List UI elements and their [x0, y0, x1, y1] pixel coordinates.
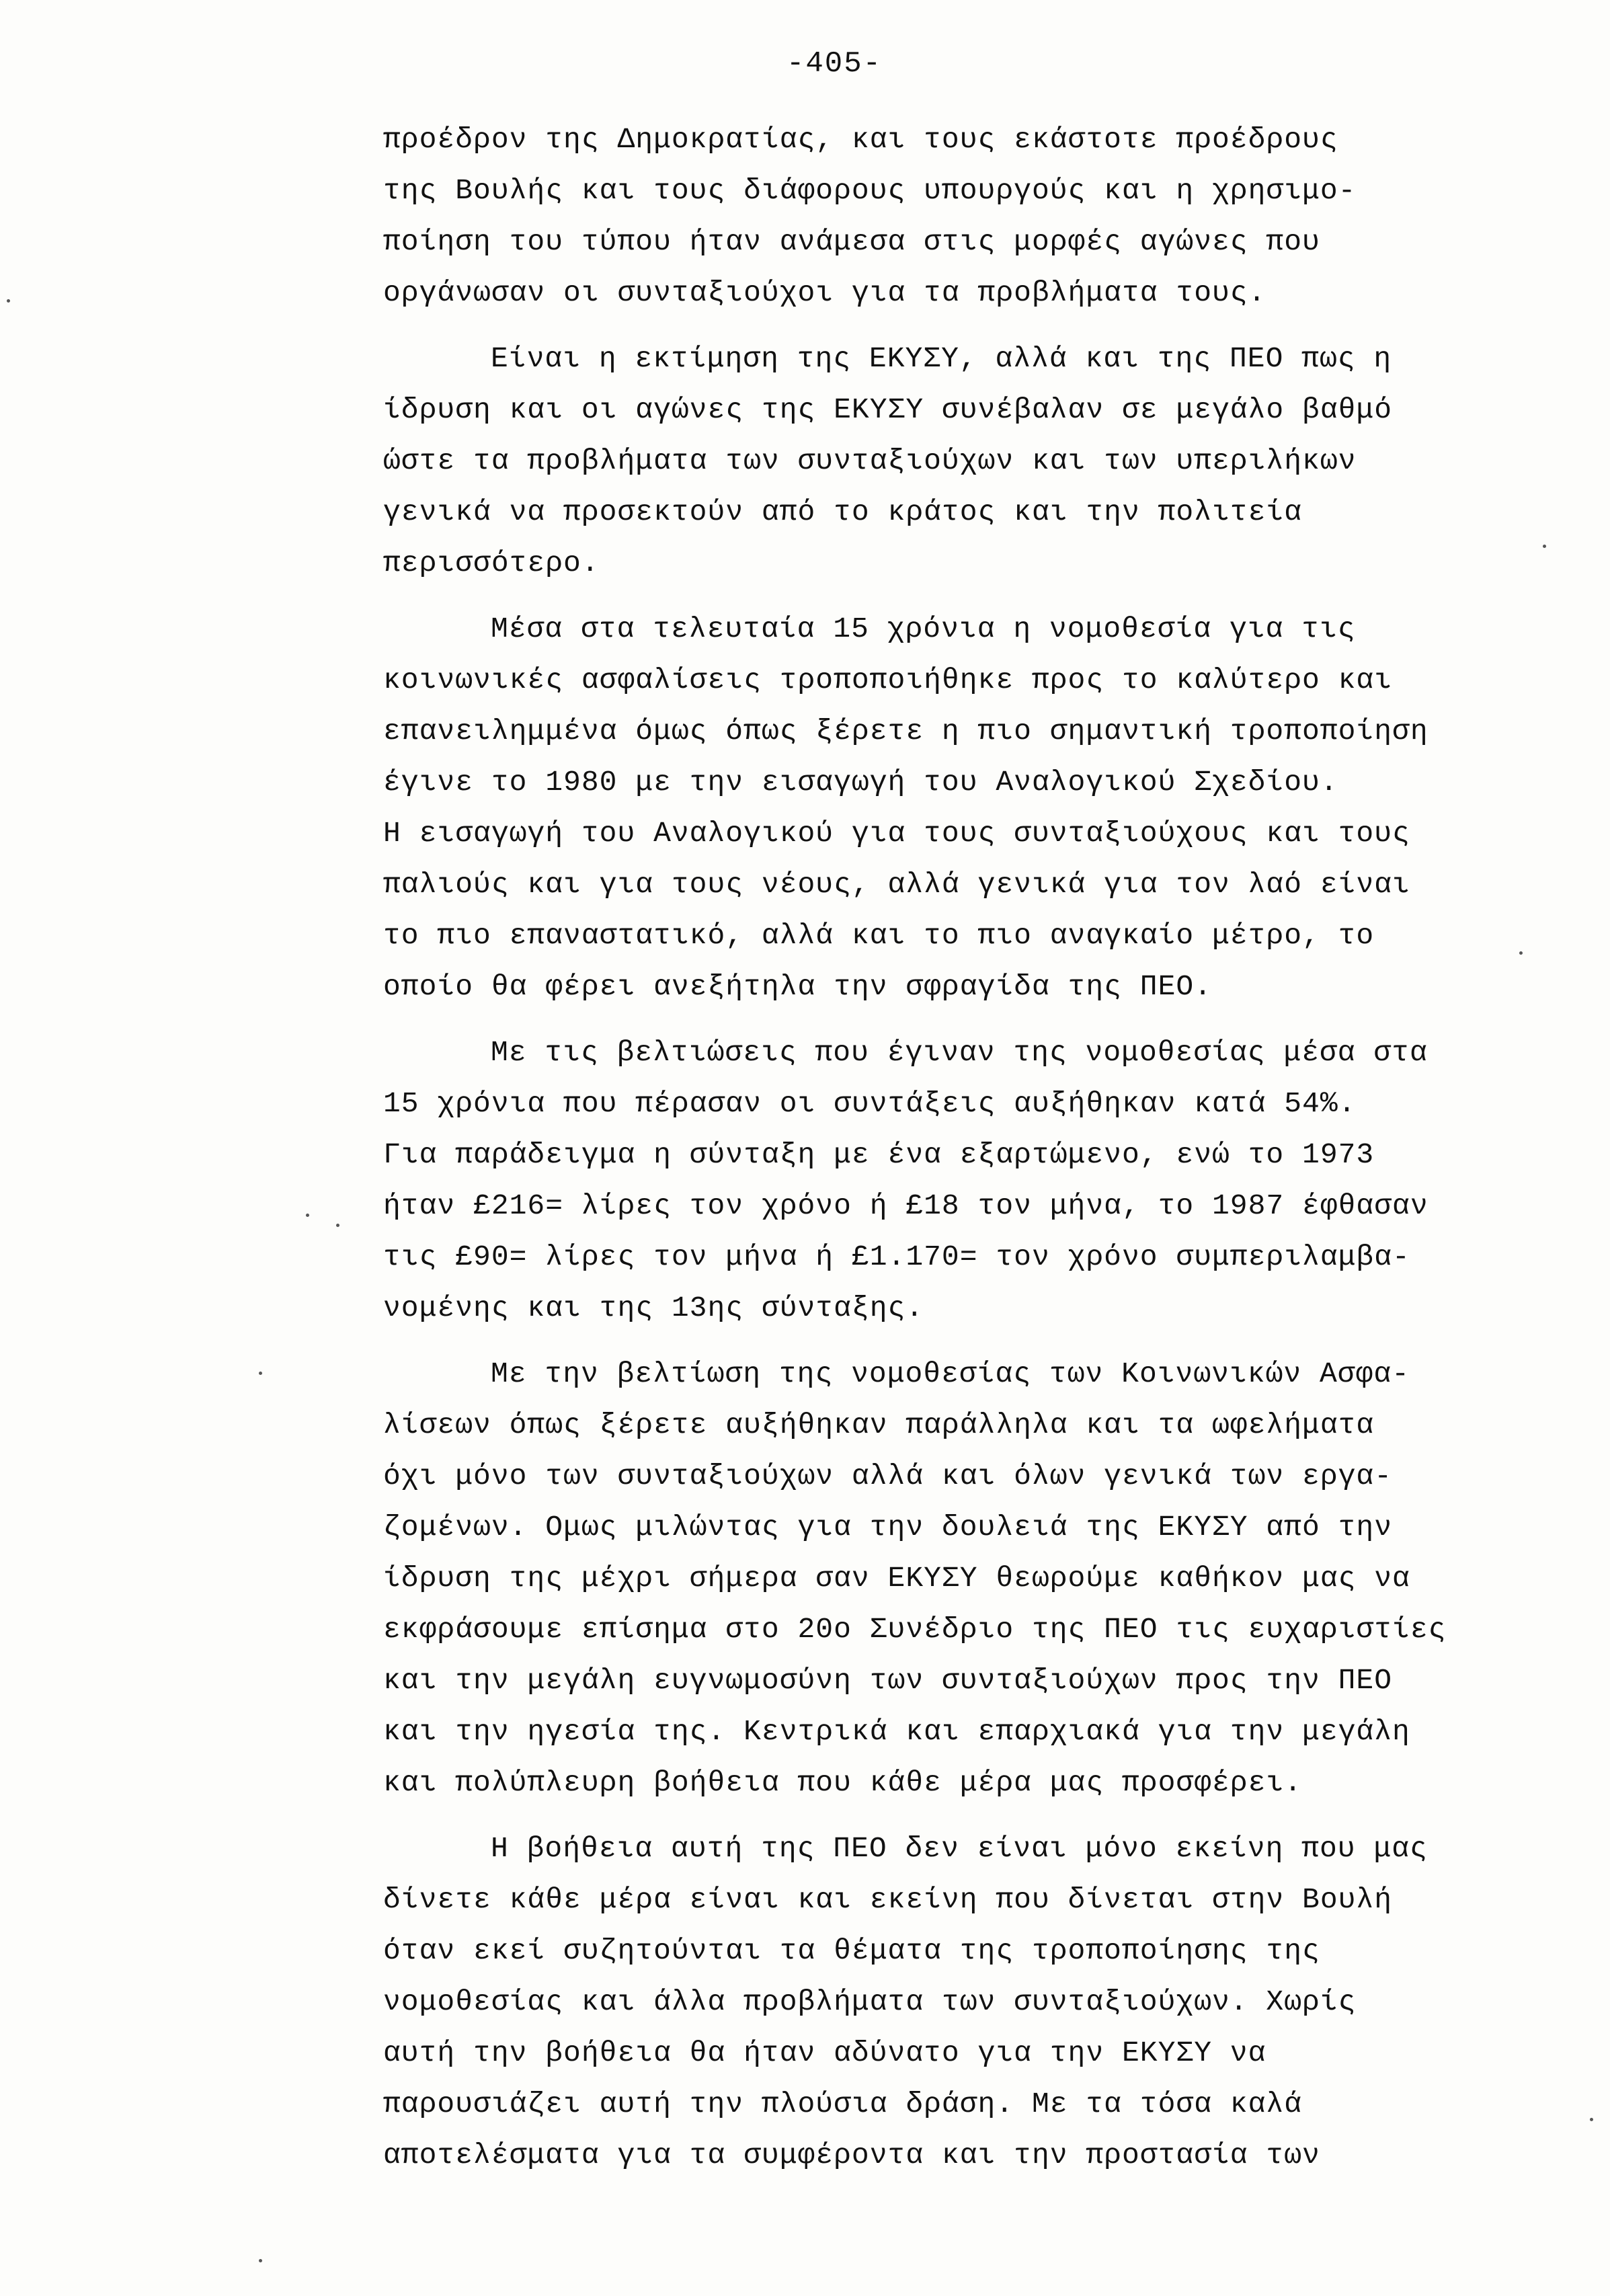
text-line: παρουσιάζει αυτή την πλούσια δράση. Με τα τόσα καλά: [383, 2088, 1303, 2121]
text-line: ποίηση του τύπου ήταν ανάμεσα στις μορφές αγώνες που: [383, 225, 1320, 258]
text-line: ήταν £216= λίρες τον χρόνο ή £18 τον μήνα, το 1987 έφθασαν: [383, 1189, 1428, 1222]
paragraph-first-line: Η βοήθεια αυτή της ΠΕΟ δεν είναι μόνο εκείνη που μας: [491, 1832, 1428, 1865]
text-line: έγινε το 1980 με την εισαγωγή του Αναλογικού Σχεδίου.: [383, 766, 1338, 799]
scan-speck: [1543, 545, 1546, 548]
text-line: ίδρυση και οι αγώνες της ΕΚΥΣΥ συνέβαλαν σε μεγάλο βαθμό: [383, 393, 1393, 426]
text-line: ζομένων. Ομως μιλώντας για την δουλειά της ΕΚΥΣΥ από την: [383, 1511, 1393, 1544]
text-line: νομοθεσίας και άλλα προβλήματα των συνταξιούχων. Χωρίς: [383, 1985, 1357, 2018]
text-line: το πιο επαναστατικό, αλλά και το πιο αναγκαίο μέτρο, το: [383, 919, 1375, 952]
text-line: οποίο θα φέρει ανεξήτηλα την σφραγίδα της ΠΕΟ.: [383, 970, 1212, 1003]
paragraph-first-line: Μέσα στα τελευταία 15 χρόνια η νομοθεσία για τις: [491, 612, 1356, 645]
text-line: προέδρον της Δημοκρατίας, και τους εκάστοτε προέδρους: [383, 123, 1338, 156]
scan-speck: [1590, 2118, 1593, 2121]
text-line: δίνετε κάθε μέρα είναι και εκείνη που δίνεται στην Βουλή: [383, 1883, 1393, 1916]
text-line: όταν εκεί συζητούνται τα θέματα της τροποποίησης της: [383, 1934, 1320, 1967]
text-line: παλιούς και για τους νέους, αλλά γενικά για τον λαό είναι: [383, 868, 1410, 901]
scan-speck: [7, 299, 10, 303]
paragraph-first-line: Με τις βελτιώσεις που έγιναν της νομοθεσίας μέσα στα: [491, 1036, 1428, 1069]
scan-speck: [336, 1224, 339, 1227]
body-text: [383, 114, 1593, 2181]
text-line: εκφράσουμε επίσημα στο 20ο Συνέδριο της ΠΕΟ τις ευχαριστίες: [383, 1613, 1447, 1646]
text-line: οργάνωσαν οι συνταξιούχοι για τα προβλήματα τους.: [383, 276, 1266, 309]
text-line: και την ηγεσία της. Κεντρικά και επαρχιακά για την μεγάλη: [383, 1715, 1410, 1748]
text-line: αποτελέσματα για τα συμφέροντα και την προστασία των: [383, 2139, 1320, 2172]
text-line: Η εισαγωγή του Αναλογικού για τους συνταξιούχους και τους: [383, 817, 1410, 850]
text-line: της Βουλής και τους διάφορους υπουργούς και η χρησιμο-: [383, 174, 1357, 207]
text-line: τις £90= λίρες τον μήνα ή £1.170= τον χρόνο συμπεριλαμβα-: [383, 1240, 1410, 1273]
scan-speck: [1519, 951, 1523, 955]
text-line: νομένης και της 13ης σύνταξης.: [383, 1292, 924, 1324]
scan-speck: [259, 1372, 262, 1375]
page-number: -405-: [787, 47, 883, 81]
paragraph-first-line: Είναι η εκτίμηση της ΕΚΥΣΥ, αλλά και της ΠΕΟ πως η: [491, 342, 1392, 375]
text-line: γενικά να προσεκτούν από το κράτος και την πολιτεία: [383, 496, 1303, 528]
text-line: και την μεγάλη ευγνωμοσύνη των συνταξιούχων προς την ΠΕΟ: [383, 1664, 1393, 1697]
text-line: ώστε τα προβλήματα των συνταξιούχων και των υπεριλήκων: [383, 444, 1357, 477]
text-line: Για παράδειγμα η σύνταξη με ένα εξαρτώμενο, ενώ το 1973: [383, 1138, 1375, 1171]
text-line: 15 χρόνια που πέρασαν οι συντάξεις αυξήθηκαν κατά 54%.: [383, 1087, 1357, 1120]
text-line: αυτή την βοήθεια θα ήταν αδύνατο για την ΕΚΥΣΥ να: [383, 2036, 1266, 2069]
scan-speck: [259, 2259, 262, 2262]
text-line: ίδρυση της μέχρι σήμερα σαν ΕΚΥΣΥ θεωρούμε καθήκον μας να: [383, 1562, 1410, 1595]
text-line: και πολύπλευρη βοήθεια που κάθε μέρα μας προσφέρει.: [383, 1766, 1303, 1799]
text-line: περισσότερο.: [383, 547, 600, 580]
scan-speck: [306, 1214, 309, 1217]
text-line: κοινωνικές ασφαλίσεις τροποποιήθηκε προς το καλύτερο και: [383, 664, 1393, 697]
text-line: επανειλημμένα όμως όπως ξέρετε η πιο σημαντική τροποποίηση: [383, 715, 1428, 748]
text-line: λίσεων όπως ξέρετε αυξήθηκαν παράλληλα και τα ωφελήματα: [383, 1409, 1375, 1441]
paragraph-first-line: Με την βελτίωση της νομοθεσίας των Κοινωνικών Ασφα-: [491, 1357, 1410, 1390]
text-line: όχι μόνο των συνταξιούχων αλλά και όλων γενικά των εργα-: [383, 1460, 1393, 1493]
